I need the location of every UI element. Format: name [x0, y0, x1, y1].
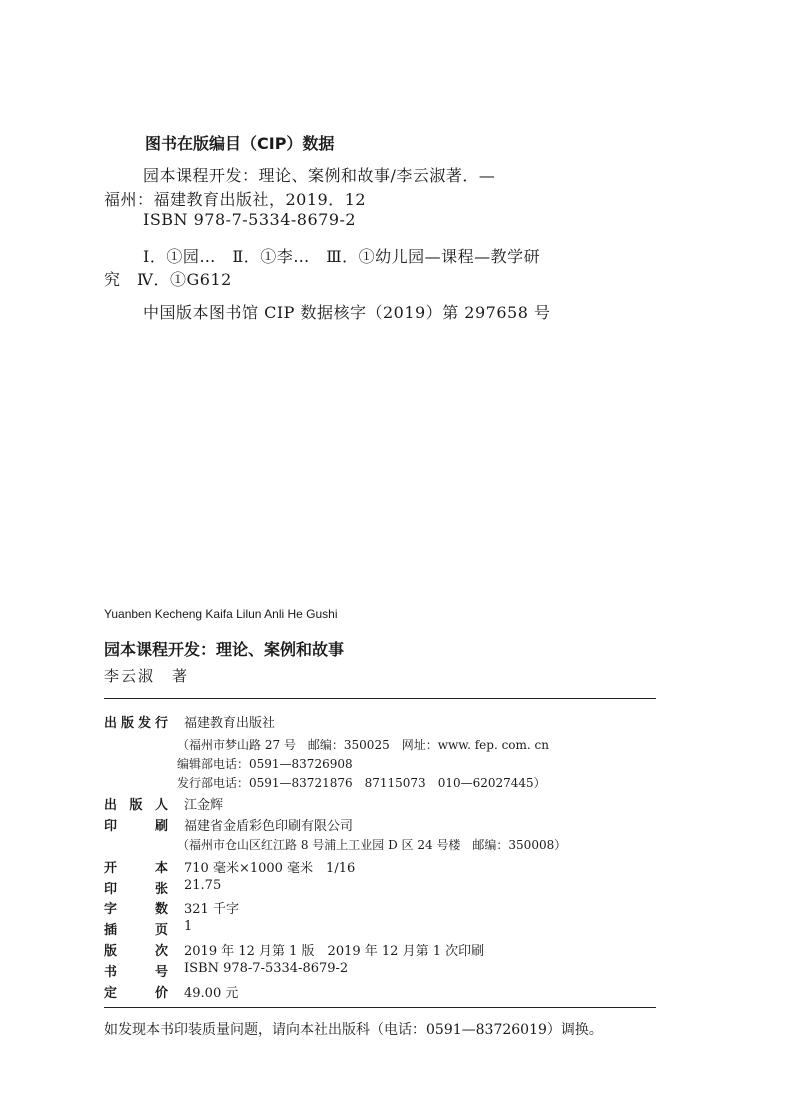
words-label: 字 数	[104, 902, 168, 917]
editorial-phone: 编辑部电话：0591—83726908	[177, 757, 353, 771]
price-label: 定 价	[104, 986, 168, 1001]
bottom-rule	[104, 1007, 656, 1008]
top-rule	[104, 698, 656, 699]
sheets-label: 印 张	[104, 882, 168, 897]
plates-value: 1	[184, 919, 193, 934]
words-value: 321 千字	[184, 902, 239, 917]
sheets-value: 21.75	[184, 878, 222, 893]
cip-line-3: ISBN 978-7-5334-8679-2	[143, 210, 357, 229]
cip-line-1: 园本课程开发：理论、案例和故事/李云淑著．—	[143, 166, 496, 185]
format-label: 开 本	[104, 861, 168, 876]
cip-line-2: 福州：福建教育出版社，2019．12	[104, 190, 367, 209]
cip-heading: 图书在版编目（CIP）数据	[145, 134, 335, 153]
book-title: 园本课程开发：理论、案例和故事	[104, 640, 345, 659]
publisher-address: （福州市梦山路 27 号 邮编：350025 网址：www. fep. com. cn	[177, 738, 549, 752]
publisher-label: 出 版 发 行	[104, 716, 168, 731]
printer-label: 印 刷	[104, 819, 168, 834]
publisher-value: 福建教育出版社	[184, 716, 276, 731]
price-value: 49.00 元	[184, 986, 239, 1001]
edition-value: 2019 年 12 月第 1 版 2019 年 12 月第 1 次印刷	[184, 944, 485, 959]
edition-label: 版 次	[104, 944, 168, 959]
distribution-phone: 发行部电话：0591—83721876 87115073 010—62027445）	[177, 776, 546, 790]
book-author: 李云淑 著	[104, 667, 190, 685]
plates-label: 插 页	[104, 923, 168, 938]
issuer-value: 江金辉	[184, 798, 224, 813]
format-value: 710 毫米×1000 毫米 1/16	[184, 861, 356, 876]
printer-value: 福建省金盾彩色印刷有限公司	[184, 819, 354, 834]
isbn-value: ISBN 978-7-5334-8679-2	[184, 961, 349, 976]
printer-address: （福州市仓山区红江路 8 号浦上工业园 D 区 24 号楼 邮编：350008）	[177, 838, 567, 852]
cip-line-5: 究 Ⅳ．①G612	[104, 270, 232, 289]
cip-line-6: 中国版本图书馆 CIP 数据核字（2019）第 297658 号	[143, 303, 551, 322]
isbn-label: 书 号	[104, 965, 168, 980]
issuer-label: 出 版 人	[104, 798, 168, 813]
book-pinyin-title: Yuanben Kecheng Kaifa Lilun Anli He Gushi	[104, 607, 338, 621]
cip-line-4: Ⅰ．①园… Ⅱ．①李… Ⅲ．①幼儿园—课程—教学研	[143, 247, 541, 266]
quality-notice: 如发现本书印装质量问题，请向本社出版科（电话：0591—83726019）调换。	[104, 1022, 603, 1038]
